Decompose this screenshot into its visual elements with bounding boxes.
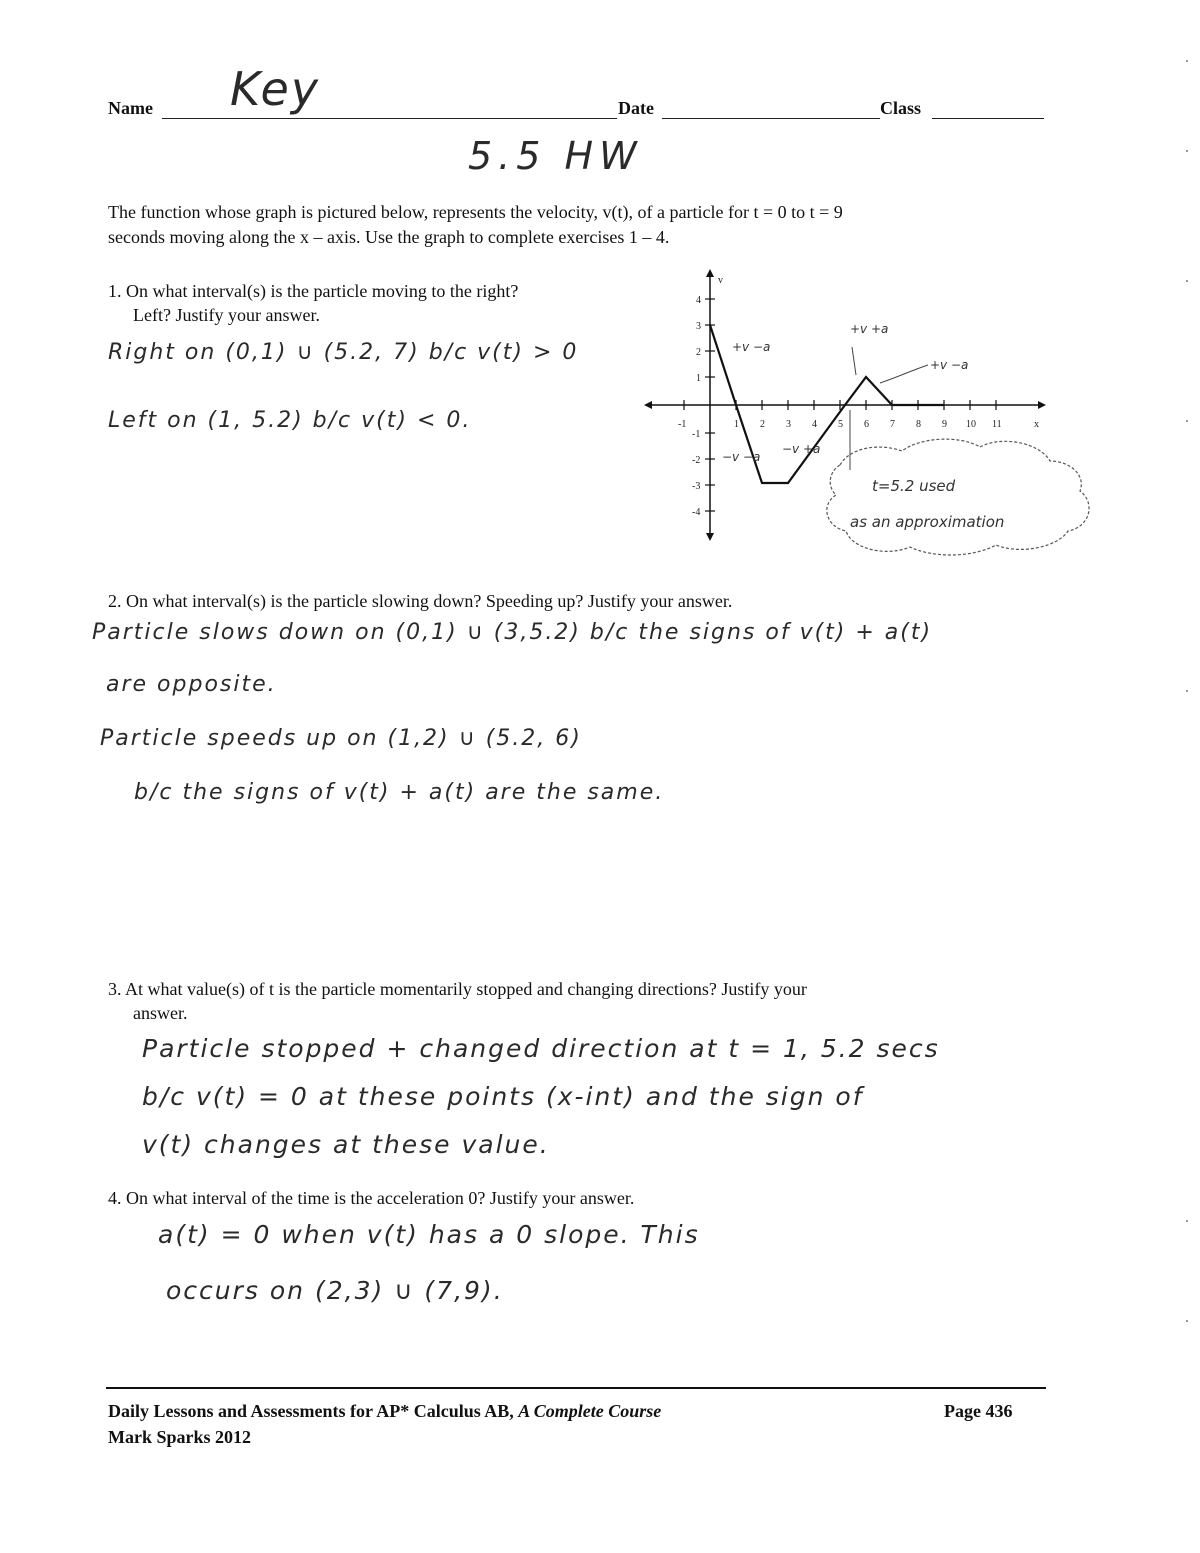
x-tick-label: 10 (966, 419, 976, 430)
annotation-nv-na: −v −a (722, 450, 761, 464)
y-tick-label: 1 (696, 373, 701, 384)
y-axis-down-arrow (706, 533, 714, 541)
answer-1-line-2: Left on (1, 5.2) b/c v(t) < 0. (108, 408, 472, 433)
name-underline (162, 118, 617, 119)
footer-rule (106, 1387, 1046, 1389)
question-3-line-1: 3. At what value(s) of t is the particle momentarily stopped and changing directions? Justify your (108, 979, 807, 999)
footer-course (108, 1399, 661, 1423)
answer-2-line-2: are opposite. (106, 672, 277, 697)
annotation-pv-na-2: +v −a (930, 358, 969, 372)
x-axis-right-arrow (1038, 401, 1046, 409)
y-tick-label: 3 (696, 321, 701, 332)
scan-mark (1186, 420, 1188, 422)
scan-mark (1186, 150, 1188, 152)
y-tick-label: -1 (692, 429, 701, 440)
x-tick-label: 7 (890, 419, 895, 430)
answer-3-line-3: v(t) changes at these value. (142, 1130, 550, 1159)
question-1-line-1: 1. On what interval(s) is the particle moving to the right? (108, 281, 519, 301)
name-label: Name (108, 98, 153, 118)
scan-mark (1186, 1220, 1188, 1222)
y-tick-label: -4 (692, 507, 701, 518)
footer-course-title: Daily Lessons and Assessments for AP* Calculus AB, (108, 1401, 519, 1421)
answer-2-line-1: Particle slows down on (0,1) ∪ (3,5.2) b/c the signs of v(t) + a(t) (92, 620, 933, 645)
x-tick-label: 5 (838, 419, 843, 430)
x-tick-label: 9 (942, 419, 947, 430)
cloud-note-outline (827, 439, 1089, 555)
answer-3-line-1: Particle stopped + changed direction at t = 1, 5.2 secs (142, 1034, 940, 1063)
x-tick-label: 3 (786, 419, 791, 430)
x-tick-label: -1 (678, 419, 687, 430)
question-2-line-1: 2. On what interval(s) is the particle slowing down? Speeding up? Justify your answer. (108, 591, 733, 611)
cloud-note-line-1: t=5.2 used (872, 477, 956, 495)
answer-3-line-2: b/c v(t) = 0 at these points (x-int) and the sign of (142, 1082, 864, 1111)
answer-4-line-2: occurs on (2,3) ∪ (7,9). (166, 1276, 504, 1305)
x-tick-label: 11 (992, 419, 1002, 430)
scan-mark (1186, 60, 1188, 62)
intro-line-1: The function whose graph is pictured below, represents the velocity, v(t), of a particle for t = 0 to t = 9 (108, 202, 843, 222)
footer-course-subtitle: A Complete Course (518, 1401, 662, 1421)
x-tick-label: 4 (812, 419, 817, 430)
annotation-arrows (850, 347, 928, 470)
x-tick-label: 6 (864, 419, 869, 430)
y-tick-label: 2 (696, 347, 701, 358)
footer-page-number: Page 436 (944, 1401, 1013, 1421)
y-axis-label: v (718, 275, 723, 286)
class-label: Class (880, 98, 922, 118)
hw-title: 5.5 HW (468, 134, 643, 178)
velocity-graph (640, 265, 1160, 585)
footer-author: Mark Sparks 2012 (108, 1427, 252, 1447)
question-4-line-1: 4. On what interval of the time is the acceleration 0? Justify your answer. (108, 1188, 635, 1208)
x-tick-label: 2 (760, 419, 765, 430)
y-tick-label: -3 (692, 481, 701, 492)
x-axis-label: x (1034, 419, 1039, 430)
question-1-line-2: Left? Justify your answer. (133, 305, 320, 325)
x-tick-label: 8 (916, 419, 921, 430)
annotation-nv-pa: −v +a (782, 442, 821, 456)
scan-mark (1186, 1320, 1188, 1322)
y-tick-label: 4 (696, 295, 701, 306)
name-value: Key (230, 62, 321, 116)
intro-line-2: seconds moving along the x – axis. Use the graph to complete exercises 1 – 4. (108, 227, 670, 247)
answer-2-line-3: Particle speeds up on (1,2) ∪ (5.2, 6) (100, 726, 582, 751)
annotation-pv-pa: +v +a (850, 322, 889, 336)
scan-mark (1186, 280, 1188, 282)
x-axis-left-arrow (644, 401, 652, 409)
date-underline (662, 118, 880, 119)
answer-1-line-1: Right on (0,1) ∪ (5.2, 7) b/c v(t) > 0 (108, 340, 579, 365)
cloud-note-line-2: as an approximation (850, 513, 1005, 531)
x-tick-label: 1 (734, 419, 739, 430)
answer-2-line-4: b/c the signs of v(t) + a(t) are the same. (134, 780, 665, 805)
annotation-pv-na: +v −a (732, 340, 771, 354)
scan-mark (1186, 690, 1188, 692)
y-tick-label: -2 (692, 455, 701, 466)
y-axis-up-arrow (706, 269, 714, 277)
date-label: Date (618, 98, 654, 118)
question-3-line-2: answer. (133, 1003, 188, 1023)
class-underline (932, 118, 1044, 119)
answer-4-line-1: a(t) = 0 when v(t) has a 0 slope. This (158, 1220, 700, 1249)
